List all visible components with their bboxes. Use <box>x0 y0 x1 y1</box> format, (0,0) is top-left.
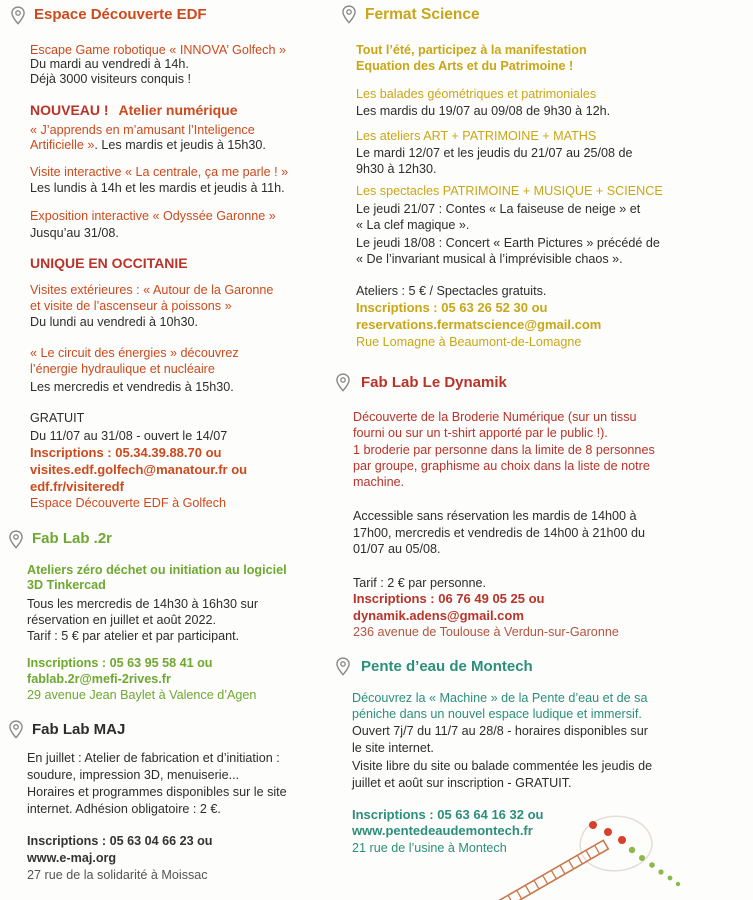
pente-address: 21 rue de l’usine à Montech <box>352 841 507 855</box>
edf-email-link[interactable]: visites.edf.golfech@manatour.fr ou <box>30 462 248 477</box>
maj-address: 27 rue de la solidarité à Moissac <box>27 868 208 882</box>
pente-line3: Visite libre du site ou balade commentée les jeudis de <box>352 759 653 773</box>
edf-web-link[interactable]: edf.fr/visiteredf <box>30 479 124 494</box>
fab2r-line2: réservation en juillet et août 2022. <box>27 613 217 627</box>
fab2r-sub2: 3D Tinkercad <box>27 578 106 592</box>
edf-dates: Du 11/07 au 31/08 - ouvert le 14/07 <box>30 429 228 443</box>
maj-line3: Horaires et programmes disponibles sur le site <box>27 785 287 799</box>
dynamik-desc4: par groupe, graphisme au choix dans la liste de notre <box>353 459 650 473</box>
pente-inscriptions: Inscriptions : 05 63 64 16 32 ou <box>352 807 544 822</box>
edf-nouveau-line1: « J’apprends en m’amusant l’Inteligence <box>30 123 255 137</box>
fermat-balades-line1: Les mardis du 19/07 au 09/08 de 9h30 à 12h. <box>356 104 611 118</box>
pente-title: Pente d’eau de Montech <box>361 658 533 675</box>
fab2r-line1: Tous les mercredis de 14h30 à 16h30 sur <box>27 597 259 611</box>
pente-line2: le site internet. <box>352 741 434 755</box>
fab2r-inscriptions: Inscriptions : 05 63 95 58 41 ou <box>27 656 213 670</box>
fermat-ateliers-title: Les ateliers ART + PATRIMOINE + MATHS <box>356 129 597 143</box>
fermat-title: Fermat Science <box>365 6 480 23</box>
dynamik-access2: 17h00, mercredis et vendredis de 14h00 à 21h00 du <box>353 526 645 540</box>
edf-expo-title: Exposition interactive « Odyssée Garonne » <box>30 209 276 223</box>
dynamik-desc5: machine. <box>353 475 405 489</box>
dynamik-tarif: Tarif : 2 € par personne. <box>353 576 487 590</box>
fab2r-sub1: Ateliers zéro déchet ou initiation au logiciel <box>27 563 287 577</box>
fermat-balades-title: Les balades géométriques et patrimoniales <box>356 87 597 101</box>
fermat-address: Rue Lomagne à Beaumont-de-Lomagne <box>356 335 582 349</box>
dynamik-email-link[interactable]: dynamik.adens@gmail.com <box>353 608 524 623</box>
fermat-tarif: Ateliers : 5 € / Spectacles gratuits. <box>356 284 547 298</box>
edf-address: Espace Découverte EDF à Golfech <box>30 496 226 510</box>
edf-unique-heading: UNIQUE EN OCCITANIE <box>30 255 188 271</box>
nouveau-title: Atelier numérique <box>118 102 238 118</box>
fermat-sub2: Equation des Arts et du Patrimoine ! <box>356 59 574 73</box>
dynamik-access1: Accessible sans réservation les mardis de 14h00 à <box>353 509 637 523</box>
edf-visite-title: Visite interactive « La centrale, ça me parle ! » <box>30 165 289 179</box>
pente-web-link[interactable]: www.pentedeaudemontech.fr <box>352 823 533 838</box>
edf-ext-line1: Du lundi au vendredi à 10h30. <box>30 315 199 329</box>
edf-title: Espace Découverte EDF <box>34 6 207 23</box>
dynamik-inscriptions: Inscriptions : 06 76 49 05 25 ou <box>353 591 545 606</box>
edf-escape-title: Escape Game robotique « INNOVA’ Golfech » <box>30 43 286 57</box>
fermat-spectacles-line2: « La clef magique ». <box>356 218 470 232</box>
maj-inscriptions: Inscriptions : 05 63 04 66 23 ou <box>27 834 213 848</box>
edf-inscriptions: Inscriptions : 05.34.39.88.70 ou <box>30 445 222 460</box>
dynamik-title: Fab Lab Le Dynamik <box>361 374 507 391</box>
pente-line4: juillet et août sur inscription - GRATUIT. <box>352 776 572 790</box>
maj-line2: soudure, impression 3D, menuiserie... <box>27 768 240 782</box>
pente-teaser1: Découvrez la « Machine » de la Pente d’eau et de sa <box>352 691 648 705</box>
edf-gratuit: GRATUIT <box>30 411 85 425</box>
edf-expo-line1: Jusqu’au 31/08. <box>30 226 119 240</box>
maj-title: Fab Lab MAJ <box>32 721 126 738</box>
nouveau-line2-times: . Les mardis et jeudis à 15h30. <box>94 138 266 152</box>
maj-web-link[interactable]: www.e-maj.org <box>27 851 117 865</box>
edf-nouveau-line2 <box>30 137 266 153</box>
dynamik-desc1: Découverte de la Broderie Numérique (sur un tissu <box>353 410 637 424</box>
edf-circ-title1: « Le circuit des énergies » découvrez <box>30 346 239 360</box>
decorative-illustration <box>490 800 753 900</box>
edf-escape-line1: Du mardi au vendredi à 14h. <box>30 57 189 71</box>
maj-line4: internet. Adhésion obligatoire : 2 €. <box>27 802 221 816</box>
edf-ext-title1: Visites extérieures : « Autour de la Garonne <box>30 283 274 297</box>
dynamik-access3: 01/07 au 05/08. <box>353 542 441 556</box>
fermat-spectacles-line1: Le jeudi 21/07 : Contes « La faiseuse de neige » et <box>356 202 641 216</box>
fab2r-line3: Tarif : 5 € par atelier et par participant. <box>27 629 240 643</box>
map-pin-icon <box>10 6 26 25</box>
fab2r-title: Fab Lab .2r <box>32 530 113 547</box>
fermat-inscriptions: Inscriptions : 05 63 26 52 30 ou <box>356 300 548 315</box>
edf-escape-line2: Déjà 3000 visiteurs conquis ! <box>30 72 192 86</box>
pente-teaser2: péniche dans un nouvel espace ludique et immersif. <box>352 707 642 721</box>
edf-ext-title2: et visite de l’ascenseur à poissons » <box>30 299 232 313</box>
edf-circ-title2: l’énergie hydraulique et nucléaire <box>30 362 215 376</box>
edf-circ-line1: Les mercredis et vendredis à 15h30. <box>30 380 234 394</box>
dynamik-address: 236 avenue de Toulouse à Verdun-sur-Garonne <box>353 625 619 639</box>
map-pin-icon <box>335 373 351 392</box>
fab2r-email-link[interactable]: fablab.2r@mefi-2rives.fr <box>27 672 171 686</box>
fermat-sub1: Tout l’été, participez à la manifestation <box>356 43 587 57</box>
maj-line1: En juillet : Atelier de fabrication et d’initiation : <box>27 751 280 765</box>
pente-line1: Ouvert 7j/7 du 11/7 au 28/8 - horaires disponibles sur <box>352 724 648 738</box>
map-pin-icon <box>8 530 24 549</box>
edf-visite-line1: Les lundis à 14h et les mardis et jeudis à 11h. <box>30 181 285 195</box>
dynamik-desc3: 1 broderie par personne dans la limite de 8 personnes <box>353 443 655 457</box>
fermat-ateliers-line2: 9h30 à 12h30. <box>356 162 437 176</box>
fermat-ateliers-line1: Le mardi 12/07 et les jeudis du 21/07 au 25/08 de <box>356 146 633 160</box>
map-pin-icon <box>335 657 351 676</box>
fermat-spectacles-title: Les spectacles PATRIMOINE + MUSIQUE + SCIENCE <box>356 184 663 198</box>
nouveau-label: NOUVEAU ! <box>30 102 109 118</box>
fab2r-address: 29 avenue Jean Baylet à Valence d’Agen <box>27 688 257 702</box>
map-pin-icon <box>8 720 24 739</box>
nouveau-line2-title: Artificielle » <box>30 138 95 152</box>
fermat-spectacles-line4: « De l’invariant musical à l’imprévisible chaos ». <box>356 252 623 266</box>
fermat-spectacles-line3: Le jeudi 18/08 : Concert « Earth Pictures » précédé de <box>356 236 660 250</box>
edf-nouveau-heading <box>30 102 237 118</box>
map-pin-icon <box>341 5 357 24</box>
fermat-email-link[interactable]: reservations.fermatscience@gmail.com <box>356 317 602 332</box>
dynamik-desc2: fourni ou sur un t-shirt apporté par le public !). <box>353 426 608 440</box>
